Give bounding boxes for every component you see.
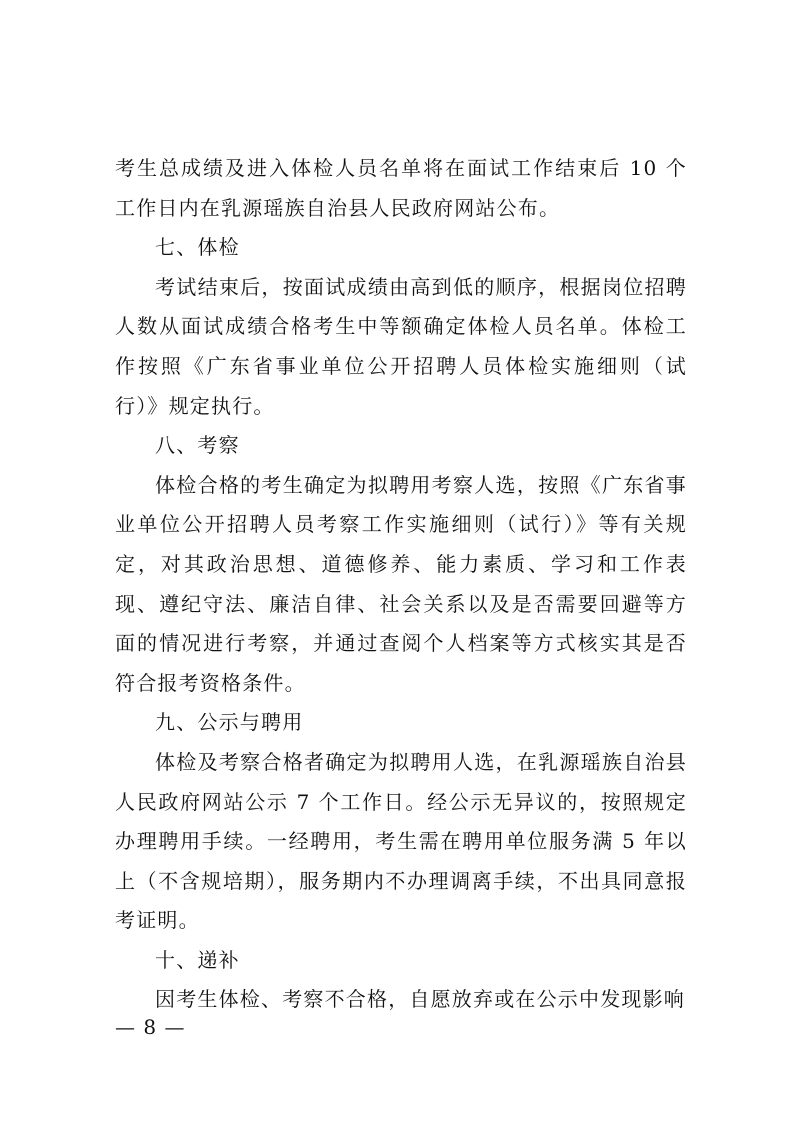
section-heading-inspection: 八、考察 (155, 433, 240, 458)
paragraph-inspection: 体检合格的考生确定为拟聘用考察人选，按照《广东省事业单位公开招聘人员考察工作实施细则（试行）》等有关规定，对其政治思想、道德修养、能力素质、学习和工作表现、遵纪守法、廉洁自律、社会关系以及是否需要回避等方面的情况进行考察，并通过查阅个人档案等方式核实其是否符合报考资格条件。 (115, 472, 687, 695)
paragraph-results-announcement: 考生总成绩及进入体检人员名单将在面试工作结束后 10 个工作日内在乳源瑶族自治县人民政府网站公布。 (115, 156, 687, 220)
paragraph-replacement: 因考生体检、考察不合格，自愿放弃或在公示中发现影响 (155, 987, 685, 1012)
section-heading-publicity-and-hiring: 九、公示与聘用 (155, 710, 304, 735)
document-body (115, 149, 687, 1020)
paragraph-publicity-and-hiring: 体检及考察合格者确定为拟聘用人选，在乳源瑶族自治县人民政府网站公示 7 个工作日。经公示无异议的，按照规定办理聘用手续。一经聘用，考生需在聘用单位服务满 5 年以上（不含规培期），服务期内不办理调离手续，不出具同意报考证明。 (115, 749, 687, 933)
section-heading-replacement: 十、递补 (155, 947, 240, 972)
section-heading-physical-exam: 七、体检 (155, 235, 240, 260)
page-number: — 8 — (115, 1015, 186, 1039)
paragraph-physical-exam: 考试结束后，按面试成绩由高到低的顺序，根据岗位招聘人数从面试成绩合格考生中等额确定体检人员名单。体检工作按照《广东省事业单位公开招聘人员体检实施细则（试行）》规定执行。 (115, 274, 687, 418)
